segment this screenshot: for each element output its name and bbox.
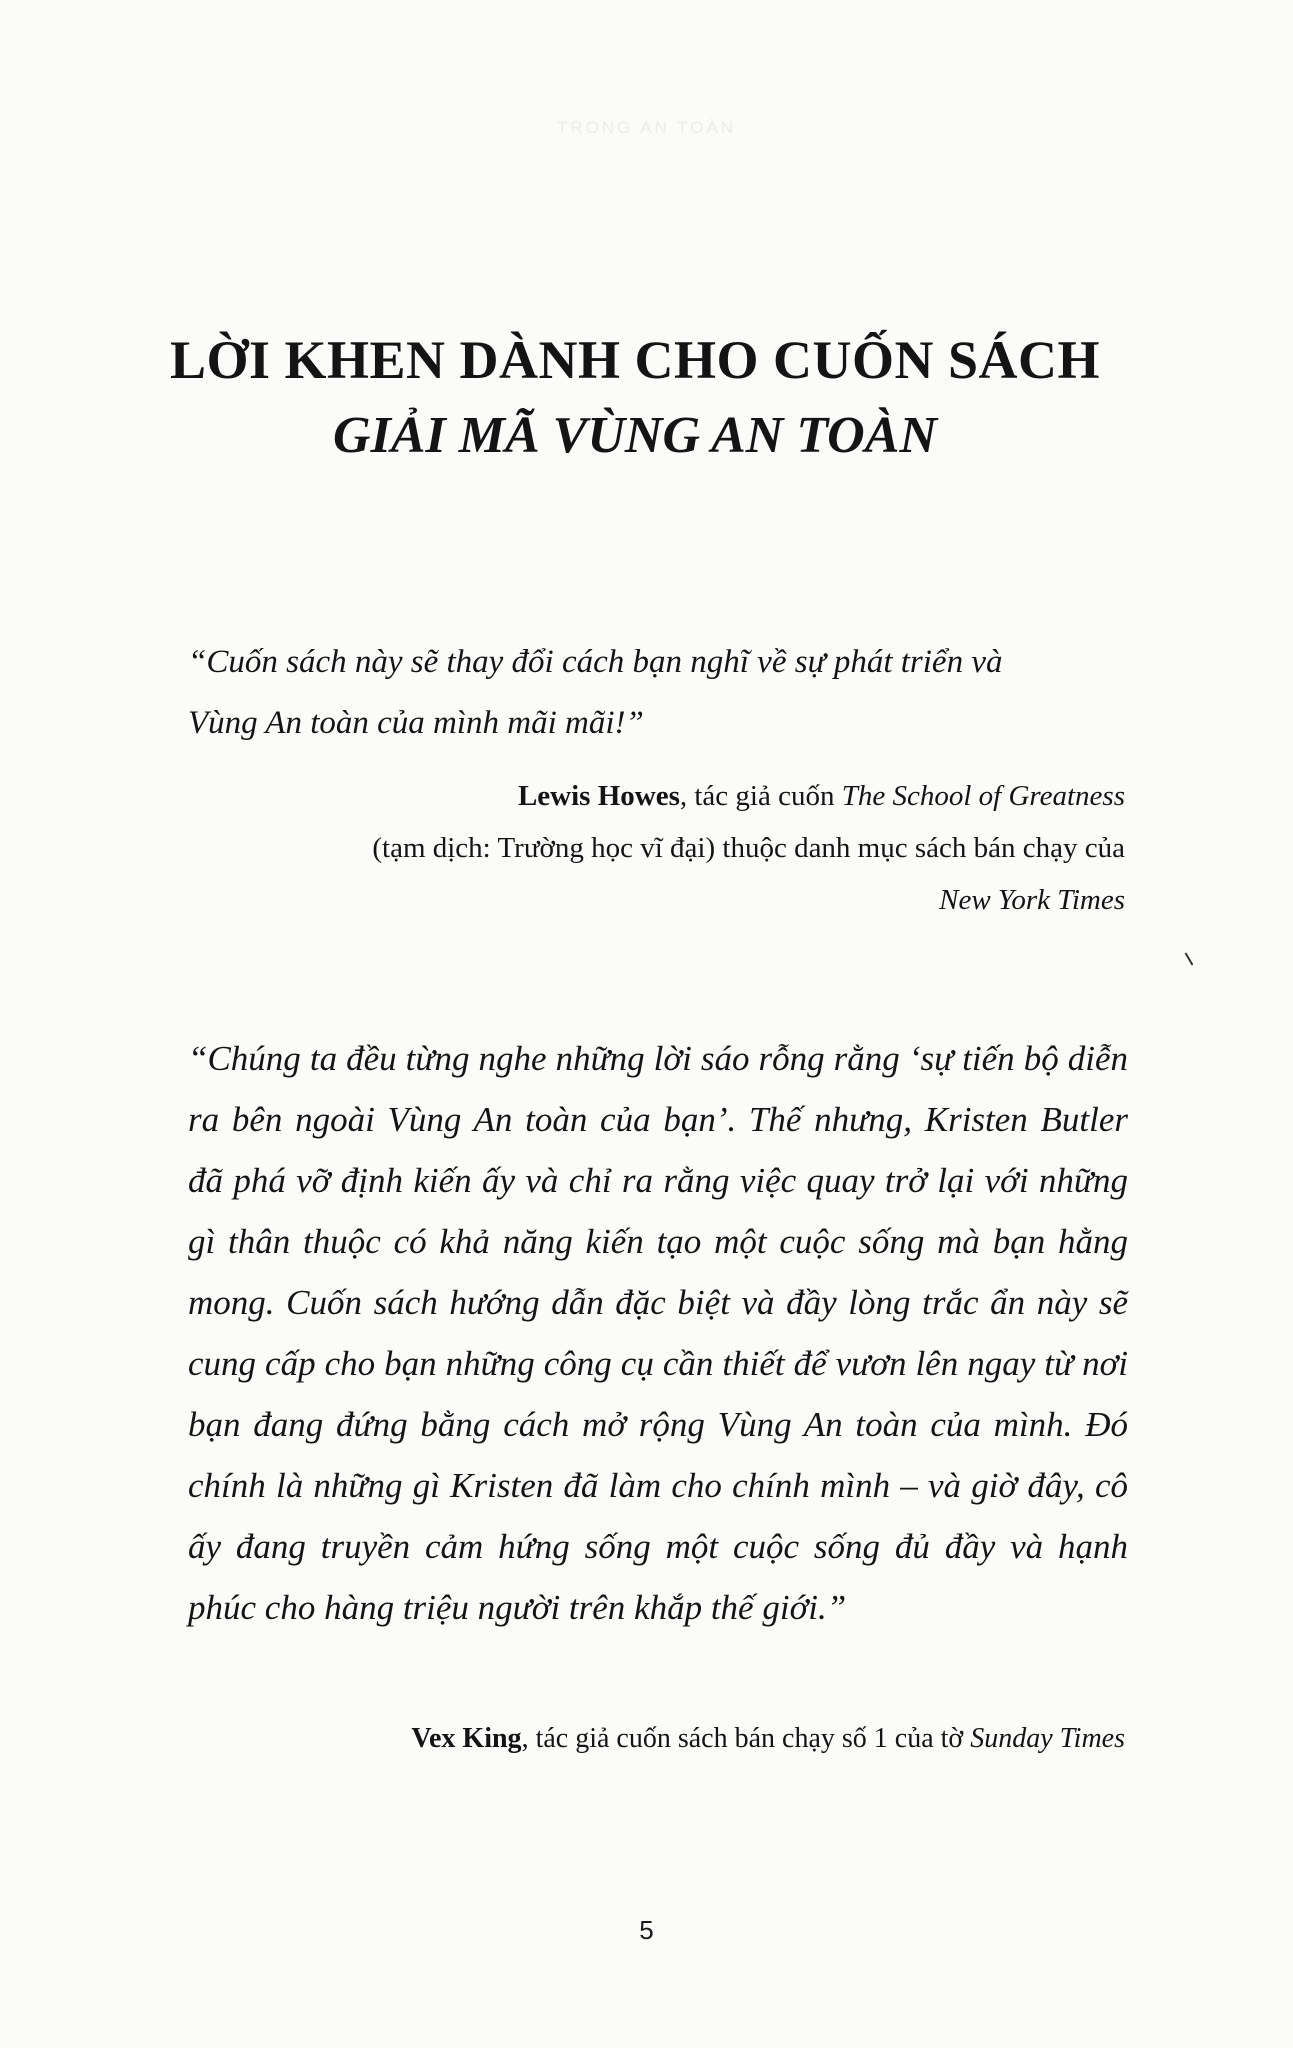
quote-1-line-2: Vùng An toàn của mình mãi mãi!”: [188, 705, 644, 741]
quote-1-attribution-text: , tác giả cuốn: [679, 780, 842, 812]
quote-1-attribution-line-2: (tạm dịch: Trường học vĩ đại) thuộc danh mục sách bán chạy của: [372, 832, 1125, 864]
praise-quote-2: “Chúng ta đều từng nghe những lời sáo rỗng rằng ‘sự tiến bộ diễn ra bên ngoài Vùng An toàn của bạn’. Thế nhưng, Kristen Butler đã phá vỡ định kiến ấy và chỉ ra rằng việc quay trở lại với những gì thân thuộc có khả năng kiến tạo một cuộc sống mà bạn hằng mong. Cuốn sách hướng dẫn đặc biệt và đầy lòng trắc ẩn này sẽ cung cấp cho bạn những công cụ cần thiết để vươn lên ngay từ nơi bạn đang đứng bằng cách mở rộng Vùng An toàn của mình. Đó chính là những gì Kristen đã làm cho chính mình – và giờ đây, cô ấy đang truyền cảm hứng sống một cuộc sống đủ đầy và hạnh phúc cho hàng triệu người trên khắp thế giới.”: [188, 1039, 1128, 1627]
page-number: 5: [639, 1915, 654, 1945]
quote-2-author: Vex King: [411, 1723, 522, 1754]
quote-1-line-1: “Cuốn sách này sẽ thay đổi cách bạn nghĩ về sự phát triển và: [188, 644, 1003, 680]
quote-1-book-title: The School of Greatness: [841, 780, 1125, 812]
quote-1-attribution: [165, 770, 1125, 926]
title-line-1: LỜI KHEN DÀNH CHO CUỐN SÁCH: [169, 330, 1101, 390]
quote-2-publication: Sunday Times: [970, 1723, 1125, 1754]
page-title: [150, 322, 1120, 474]
stray-mark: [1185, 952, 1194, 965]
quote-2-attribution: [165, 1713, 1125, 1765]
praise-quote-1: [188, 632, 1128, 754]
quote-1-author: Lewis Howes: [517, 780, 680, 812]
title-line-2: GIẢI MÃ VÙNG AN TOÀN: [333, 407, 937, 464]
quote-2-attribution-text: , tác giả cuốn sách bán chạy số 1 của tờ: [521, 1723, 971, 1754]
quote-1-publication: New York Times: [939, 884, 1125, 916]
show-through-header: TRONG AN TOÀN: [556, 118, 737, 137]
